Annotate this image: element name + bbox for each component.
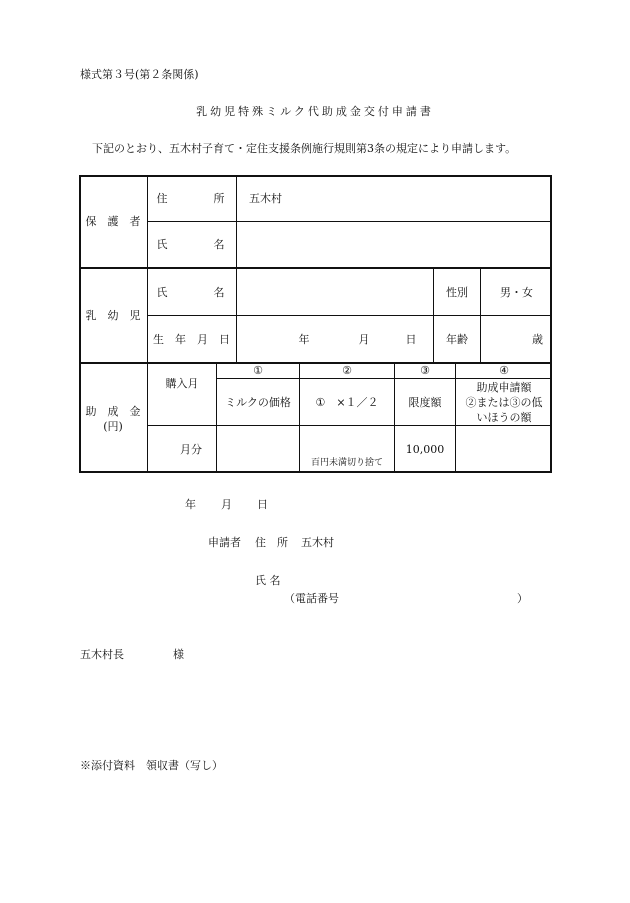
application-date-month: 月: [221, 498, 232, 511]
sex-value[interactable]: 男・女: [500, 285, 533, 299]
addressee: 五木村長: [80, 648, 124, 661]
applicant-label: 申請者: [208, 536, 241, 549]
col4-number: ④: [499, 364, 509, 377]
limit-value: 10,000: [405, 443, 445, 456]
honorific: 様: [173, 648, 184, 661]
application-date-day: 日: [257, 498, 268, 511]
limit-header: 限度額: [408, 395, 442, 409]
dob-day-label: 日: [405, 332, 417, 346]
address-label-part1: 住: [156, 191, 168, 205]
sex-label: 性別: [446, 285, 468, 299]
col2-number: ②: [342, 364, 352, 377]
requested-amount-line1: 助成申請額: [476, 380, 532, 394]
milk-price-header: ミルクの価格: [225, 395, 291, 409]
requested-amount-line2: ②または③の低: [465, 395, 543, 409]
dob-year-label: 年: [298, 332, 310, 346]
guardian-section-label: 保 護 者: [85, 214, 141, 228]
subsidy-section-label: [79, 364, 147, 473]
applicant-address-label: 住 所: [255, 536, 288, 549]
half-price-header: ① ×１／２: [315, 395, 379, 409]
form-number: 様式第３号(第２条関係): [80, 68, 199, 81]
phone-label: （電話番号: [284, 592, 339, 605]
dob-label: 生 年 月 日: [153, 332, 230, 346]
application-table: [79, 175, 552, 473]
infant-name-label-part2: 名: [213, 285, 225, 299]
col1-number: ①: [253, 364, 263, 377]
age-unit: 歳: [532, 332, 543, 346]
guardian-name-label-part1: 氏: [156, 238, 168, 251]
applicant-address-value[interactable]: 五木村: [301, 536, 334, 549]
phone-close-paren: ）: [517, 592, 528, 605]
purchase-month-label: 購入月: [165, 377, 199, 390]
guardian-address-value[interactable]: 五木村: [249, 191, 282, 205]
dob-month-label: 月: [358, 332, 370, 346]
rounding-note: 百円未満切り捨て: [310, 458, 383, 468]
guardian-name-field[interactable]: [237, 222, 551, 267]
attachment-note: ※添付資料 領収書（写し）: [80, 759, 223, 772]
address-label-part2: 所: [213, 191, 225, 205]
subsidy-label-text: 助 成 金: [85, 404, 141, 418]
subsidy-unit-text: (円): [103, 419, 123, 433]
month-suffix: 月分: [180, 443, 202, 456]
infant-name-label-part1: 氏: [156, 285, 168, 299]
requested-amount-header: [456, 379, 552, 425]
milk-price-field[interactable]: [217, 426, 299, 473]
infant-name-field[interactable]: [237, 269, 433, 315]
age-label: 年齢: [446, 332, 468, 346]
infant-section-label: 乳 幼 児: [85, 309, 141, 322]
requested-amount-field[interactable]: [456, 426, 552, 473]
intro-text: 下記のとおり、五木村子育て・定住支援条例施行規則第3条の規定により申請します。: [92, 142, 517, 155]
application-date-year: 年: [185, 498, 196, 511]
col3-number: ③: [420, 364, 430, 377]
applicant-name-label: 氏 名: [255, 574, 281, 587]
requested-amount-line3: いほうの額: [476, 410, 532, 424]
guardian-name-label-part2: 名: [213, 238, 225, 251]
document-title: 乳幼児特殊ミルク代助成金交付申請書: [196, 105, 434, 118]
